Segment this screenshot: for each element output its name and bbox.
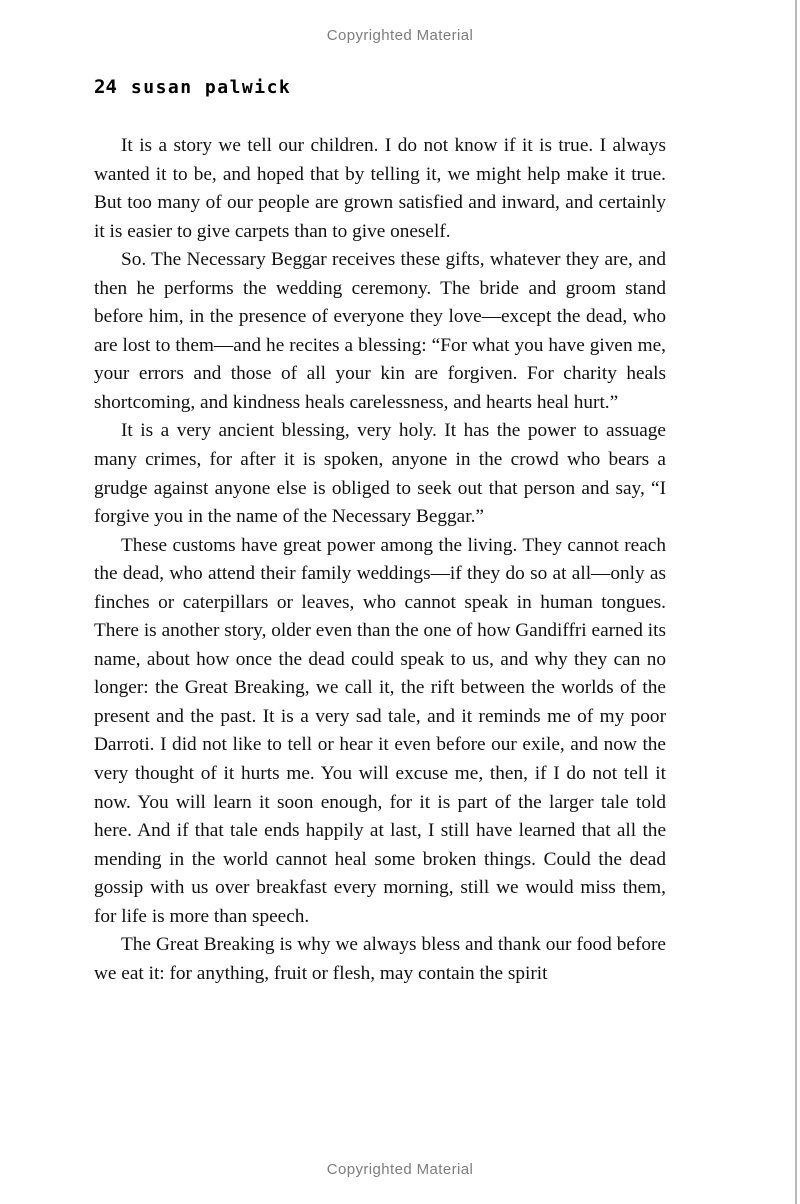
page-header [94,76,291,98]
scan-edge-line [795,0,797,1204]
paragraph-5: The Great Breaking is why we always bless and thank our food before we eat it: for anything, fruit or flesh, may contain the spirit [94,934,666,984]
body-text [94,132,666,988]
paragraph-2: So. The Necessary Beggar receives these gifts, whatever they are, and then he performs the wedding ceremony. The bride and groom stand before him, in the presence of everyone they love—except the dead, who are lost to them—and he recites a blessing: “For what you have given me, your errors and those of all your kin are forgiven. For charity heals shortcoming, and kindness heals carelessness, and hearts heal hurt.” [94,249,666,413]
copyright-notice-bottom: Copyrighted Material [326,1161,474,1178]
paragraph-3: It is a very ancient blessing, very holy. It has the power to assuage many crimes, for after it is spoken, anyone in the crowd who bears a grudge against anyone else is obliged to seek out that person and say, “I forgive you in the name of the Necessary Beggar.” [94,420,666,528]
paragraph-1: It is a story we tell our children. I do not know if it is true. I always wanted it to be, and hoped that by telling it, we might help make it true. But too many of our people are grown satisfied and inward, and certainly it is easier to give carpets than to give oneself. [94,135,666,242]
copyright-notice-top: Copyrighted Material [326,27,474,44]
page-number: 24 [94,76,117,98]
author-name: susan palwick [130,77,292,98]
paragraph-4: These customs have great power among the living. They cannot reach the dead, who attend their family weddings—if they do so at all—only as finches or caterpillars or leaves, who cannot speak in human tongues. There is another story, older even than the one of how Gandiffri earned its name, about how once the dead could speak to us, and why they can no longer: the Great Breaking, we call it, the rift between the worlds of the present and the past. It is a very sad tale, and it reminds me of my poor Darroti. I did not like to tell or hear it even before our exile, and now the very thought of it hurts me. You will excuse me, then, if I do not tell it now. You will learn it soon enough, for it is part of the larger tale told here. And if that tale ends happily at last, I still have learned that all the mending in the world cannot heal some broken things. Could the dead gossip with us over breakfast every morning, still we would miss them, for life is more than speech. [94,534,666,927]
